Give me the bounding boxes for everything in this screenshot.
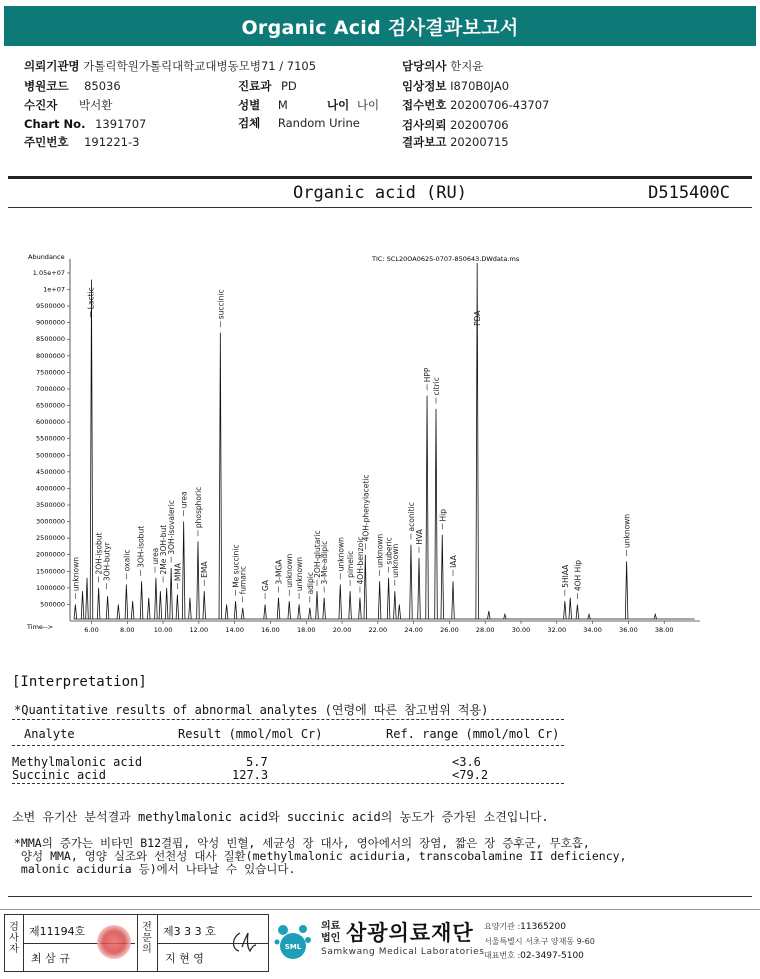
- rrn-row: [24, 134, 139, 150]
- chromatogram-peak: [504, 614, 507, 619]
- interpretation-note-3: malonic aciduria 등)에서 나타날 수 있습니다.: [14, 862, 296, 876]
- chart-no-value: 1391707: [95, 117, 147, 131]
- chromatogram-peak: [398, 604, 401, 619]
- y-tick-label: 1500000: [36, 567, 65, 576]
- chromatogram-peak: [90, 280, 93, 619]
- chromatogram-peak: [441, 535, 444, 619]
- divider-footer: [8, 896, 752, 897]
- reviewer-name: 지 현 영: [165, 952, 204, 965]
- col-analyte: Analyte: [24, 727, 75, 741]
- y-tick-label: 6500000: [36, 401, 65, 410]
- dept-row: [238, 78, 297, 94]
- age-row: [327, 97, 379, 113]
- reviewer-label: 전문의: [142, 922, 152, 955]
- chromatogram-peak: [125, 585, 128, 619]
- peak-annotation-label: oxalic: [122, 549, 132, 572]
- chart-no-label: Chart No.: [24, 117, 86, 131]
- x-tick-label: 8.00: [120, 626, 135, 634]
- chromatogram-peak: [182, 522, 185, 619]
- y-tick-label: 3000000: [36, 517, 65, 526]
- y-tick-label: 7000000: [36, 384, 65, 393]
- y-tick-label: 4500000: [36, 467, 65, 476]
- institution-code-label: 요양기관 :: [484, 922, 521, 931]
- chromatogram-peak: [97, 588, 100, 619]
- row-result-2: 127.3: [232, 768, 269, 782]
- examiner-license-no: 제11194호: [29, 925, 86, 938]
- specimen-label: 검체: [238, 116, 261, 130]
- divider-top: [8, 176, 752, 179]
- chromatogram-peak: [452, 581, 455, 619]
- interpretation-conclusion: 소변 유기산 분석결과 methylmalonic acid와 succinic acid의 농도가 증가된 소견입니다.: [12, 810, 549, 824]
- chromatogram-peak: [155, 578, 158, 619]
- peak-annotation-label: unknown: [622, 513, 632, 549]
- clinical-label: 임상정보: [402, 79, 447, 93]
- peak-annotation-label: GA: [261, 580, 271, 592]
- chromatogram-peak: [159, 591, 162, 619]
- peak-annotation-label: unknown: [375, 533, 385, 568]
- peak-annotation-label: fumaric: [238, 565, 248, 595]
- peak-annotation-label: PDA: [473, 310, 483, 326]
- chart-xlabel: Time-->: [27, 623, 54, 631]
- receipt-value: 20200706-43707: [450, 98, 550, 112]
- row-ref-1: <3.6: [452, 755, 481, 769]
- chromatogram-peak: [189, 598, 192, 619]
- interpretation-heading: [Interpretation]: [12, 674, 147, 690]
- x-tick-label: 14.00: [225, 626, 244, 634]
- chromatogram-peak: [435, 409, 438, 619]
- examiner-name: 최 삼 규: [31, 952, 70, 965]
- institution-code-value: 11365200: [520, 922, 566, 932]
- chromatogram-peak: [418, 558, 421, 619]
- report-title-banner: Organic Acid 검사결과보고서: [4, 6, 756, 46]
- sex-row: [238, 97, 288, 113]
- collector-row: [24, 97, 112, 113]
- x-tick-label: 6.00: [84, 626, 99, 634]
- peak-annotation-label: aconitic: [406, 502, 416, 532]
- chromatogram-peak: [131, 601, 134, 619]
- age-label: 나이: [327, 98, 350, 112]
- chromatogram-peak: [339, 585, 342, 619]
- peak-annotation-label: unknown: [336, 537, 346, 572]
- row-result-1: 5.7: [246, 755, 268, 769]
- peak-annotation-label: adipic: [305, 572, 315, 595]
- collector-label: 수진자: [24, 98, 58, 112]
- chart-ylabel: Abundance: [28, 253, 65, 261]
- peak-annotation-label: Lactic: [86, 287, 96, 310]
- peak-annotation-label: 3-Me-adipic: [320, 540, 330, 585]
- peak-annotation-label: HVA: [415, 529, 425, 545]
- signature-box: [4, 914, 269, 972]
- peak-annotation-label: unknown: [285, 553, 295, 588]
- peak-annotation-label: 2Me 3OH-but: [159, 524, 169, 575]
- x-tick-label: 28.00: [475, 626, 495, 634]
- y-tick-label: 3500000: [36, 500, 65, 509]
- x-tick-label: 22.00: [368, 626, 388, 634]
- y-tick-label: 2000000: [36, 550, 65, 559]
- table-rule-mid: [12, 745, 564, 746]
- peak-annotation-label: citric: [432, 377, 442, 396]
- chromatogram-peak: [394, 591, 397, 619]
- chart-title: TIC: SCL20OA0625-0707-850643.DWdata.ms: [372, 255, 520, 263]
- sex-value: M: [277, 98, 288, 112]
- x-tick-label: 26.00: [440, 626, 459, 634]
- examiner-label: 검사자: [9, 922, 19, 955]
- y-tick-label: 5500000: [36, 434, 65, 443]
- receipt-label: 접수번호: [402, 98, 447, 112]
- x-tick-label: 38.00: [654, 626, 674, 634]
- sex-label: 성별: [238, 98, 261, 112]
- sml-logo-text: SML: [284, 943, 302, 951]
- peak-annotation-label: Me succinic: [231, 544, 241, 588]
- peak-annotation-label: urea: [151, 547, 161, 565]
- y-tick-label: 7500000: [36, 368, 65, 377]
- peak-annotation-label: 3OH-isovaleric: [167, 500, 177, 555]
- peak-annotation-label: IAA: [449, 555, 459, 568]
- interpretation-subheading: *Quantitative results of abnormal analytes (연령에 따른 참고범위 적용): [14, 703, 489, 717]
- y-tick-label: 1.05e+07: [32, 268, 65, 277]
- chromatogram-peak: [117, 604, 120, 619]
- chromatogram-peak: [576, 604, 579, 619]
- chromatogram-peak: [316, 591, 319, 619]
- peak-annotation-label: unknown: [390, 543, 400, 578]
- request-label: 검사의뢰: [402, 118, 447, 132]
- hospital-code-value: 85036: [84, 79, 121, 93]
- x-tick-label: 18.00: [296, 626, 316, 634]
- row-ref-2: <79.2: [452, 768, 489, 782]
- chromatogram-peak: [74, 604, 77, 619]
- institution-label: 의뢰기관명: [24, 59, 80, 73]
- phone-value: 02-3497-5100: [520, 951, 584, 961]
- y-tick-label: 9000000: [36, 318, 65, 327]
- report-test-code: D515400C: [648, 183, 730, 203]
- divider-footer-2: [0, 909, 760, 910]
- peak-annotation-label: pimelic: [346, 550, 356, 578]
- phone: [484, 950, 584, 961]
- sml-logo-icon: [272, 920, 314, 960]
- rrn-label: 주민번호: [24, 135, 69, 149]
- peak-annotation-label: urea: [179, 491, 189, 509]
- report-test-title: Organic acid (RU): [293, 183, 467, 203]
- chromatogram-peak: [654, 614, 657, 619]
- chromatogram-peak: [234, 601, 237, 619]
- doctor-row: [402, 58, 483, 74]
- x-tick-label: 12.00: [189, 626, 209, 634]
- chromatogram-peak: [359, 598, 362, 619]
- x-tick-label: 20.00: [332, 626, 352, 634]
- chromatogram-peak: [277, 598, 280, 619]
- chromatogram-peak: [264, 604, 267, 619]
- brand-name: 삼광의료재단: [346, 921, 474, 945]
- examiner-seal-icon: [97, 925, 131, 959]
- clinical-row: [402, 78, 509, 94]
- peak-annotation-label: 3OH-butyr: [102, 542, 112, 582]
- rrn-value: 191221-3: [84, 135, 140, 149]
- x-tick-label: 36.00: [619, 626, 638, 634]
- x-tick-label: 34.00: [583, 626, 602, 634]
- phone-label: 대표번호 :: [484, 951, 521, 960]
- x-tick-label: 16.00: [261, 626, 280, 634]
- chromatogram-peak: [203, 591, 206, 619]
- peak-annotation-label: 2OH-isobut: [94, 532, 104, 575]
- peak-annotation-label: 4OH-phenylacetic: [361, 474, 371, 542]
- chromatogram-peak: [387, 578, 390, 619]
- peak-annotation-label: unknown: [295, 557, 305, 592]
- chromatogram-peak: [165, 588, 168, 619]
- peak-annotation-label: 3-MGA: [274, 559, 284, 585]
- chromatogram-peak: [488, 611, 491, 619]
- y-tick-label: 5000000: [36, 451, 65, 460]
- request-row: [402, 117, 509, 133]
- peak-annotation-label: EMA: [200, 561, 210, 578]
- chromatogram-peak: [426, 396, 429, 619]
- peak-annotation-label: 4OH Hip: [573, 559, 583, 592]
- specimen-row: [238, 115, 360, 131]
- chromatogram-peak: [588, 614, 591, 619]
- report-date-label: 결과보고: [402, 135, 447, 149]
- y-tick-label: 1e+07: [43, 285, 65, 294]
- col-ref: Ref. range (mmol/mol Cr): [386, 727, 560, 741]
- row-analyte-2: Succinic acid: [12, 768, 106, 782]
- address: 서울특별시 서초구 양재동 9-60: [484, 937, 595, 946]
- chromatogram-peak: [140, 581, 143, 619]
- chromatogram-peak: [564, 601, 567, 619]
- peak-annotation-label: 4OH-benzoic: [355, 536, 365, 585]
- y-tick-label: 8500000: [36, 335, 65, 344]
- brand-small: 의료법인: [321, 921, 341, 944]
- peak-annotation-label: succinic: [216, 289, 226, 320]
- chromatogram-peak: [378, 581, 381, 619]
- chromatogram-peak: [225, 604, 228, 619]
- hospital-code-row: [24, 78, 121, 94]
- table-rule-bottom: [12, 783, 564, 784]
- chromatogram-peak: [81, 591, 84, 619]
- y-tick-label: 4000000: [36, 484, 65, 493]
- peak-annotation-label: HPP: [423, 367, 433, 383]
- peak-annotation-label: MMA: [173, 563, 183, 582]
- peak-annotation-label: 3OH-isobut: [136, 525, 146, 568]
- row-analyte-1: Methylmalonic acid: [12, 755, 143, 769]
- peak-annotation-label: Hip: [438, 509, 448, 522]
- institution-code: [484, 921, 566, 932]
- chromatogram-peak: [410, 545, 413, 619]
- reviewer-license-no: 제3 3 3 호: [163, 925, 216, 938]
- dept-label: 진료과: [238, 79, 272, 93]
- chromatogram-chart: [0, 245, 760, 640]
- request-value: 20200706: [450, 118, 509, 132]
- chromatogram-peak: [219, 333, 222, 619]
- chromatogram-peak: [86, 578, 89, 619]
- chromatogram-peak: [298, 604, 301, 619]
- doctor-label: 담당의사: [402, 59, 447, 73]
- table-rule-top: [12, 719, 564, 720]
- chromatogram-peak: [170, 568, 173, 619]
- y-tick-label: 2500000: [36, 534, 65, 543]
- reviewer-signature-icon: [228, 927, 262, 957]
- chromatogram-peak: [147, 598, 150, 619]
- peak-annotation-label: 5HIAA: [560, 564, 570, 588]
- chromatogram-peak: [197, 541, 200, 619]
- receipt-row: [402, 97, 549, 113]
- chromatogram-peak: [323, 598, 326, 619]
- specimen-value: Random Urine: [277, 116, 360, 130]
- clinical-value: I870B0JA0: [450, 79, 510, 93]
- peak-annotation-label: 2OH-glutaric: [312, 530, 322, 578]
- collector-value: 박서환: [78, 98, 113, 112]
- report-date-value: 20200715: [450, 135, 509, 149]
- chromatogram-peak: [625, 561, 628, 619]
- y-tick-label: 6000000: [36, 418, 65, 427]
- y-tick-label: 8000000: [36, 351, 65, 360]
- x-tick-label: 24.00: [404, 626, 423, 634]
- y-tick-label: 9500000: [36, 302, 65, 311]
- interpretation-note-2: 양성 MMA, 영양 실조와 선천성 대사 질환(methylmalonic aciduria, transcobalamine II deficiency,: [14, 849, 627, 863]
- x-tick-label: 30.00: [511, 626, 531, 634]
- interpretation-note-1: *MMA의 증가는 비타민 B12결핍, 악성 빈혈, 세균성 장 대사, 영아에서의 장염, 짧은 장 증후군, 무호흡,: [14, 836, 590, 850]
- peak-annotation-label: phosphoric: [193, 486, 203, 529]
- peak-annotation-label: unknown: [71, 557, 81, 592]
- x-tick-label: 10.00: [153, 626, 173, 634]
- dept-value: PD: [280, 79, 297, 93]
- title-bar: [0, 0, 760, 52]
- chromatogram-peak: [349, 591, 352, 619]
- y-tick-label: 1000000: [36, 583, 65, 592]
- divider-title: [8, 207, 752, 208]
- peak-annotation-label: suberic: [384, 537, 394, 565]
- chromatogram-peak: [569, 598, 572, 619]
- col-result: Result (mmol/mol Cr): [178, 727, 323, 741]
- institution-value: 가톨릭학원가톨릭대학교대병동모병71 / 7105: [83, 59, 317, 73]
- doctor-value: 한지윤: [450, 59, 484, 73]
- sep-2: [137, 915, 138, 971]
- chromatogram-peak: [288, 601, 291, 619]
- institution-row: [24, 58, 316, 74]
- x-tick-label: 32.00: [547, 626, 567, 634]
- hospital-code-label: 병원코드: [24, 79, 69, 93]
- y-tick-label: 500000: [40, 600, 65, 609]
- chromatogram-peak: [106, 596, 109, 619]
- chromatogram-peak: [241, 608, 244, 619]
- chromatogram-peak: [176, 594, 179, 619]
- chromatogram-peak: [309, 608, 312, 619]
- chart-no-row: [24, 117, 146, 131]
- age-value: 나이: [356, 98, 380, 112]
- report-date-row: [402, 134, 509, 150]
- brand-english: Samkwang Medical Laboratories: [321, 947, 485, 957]
